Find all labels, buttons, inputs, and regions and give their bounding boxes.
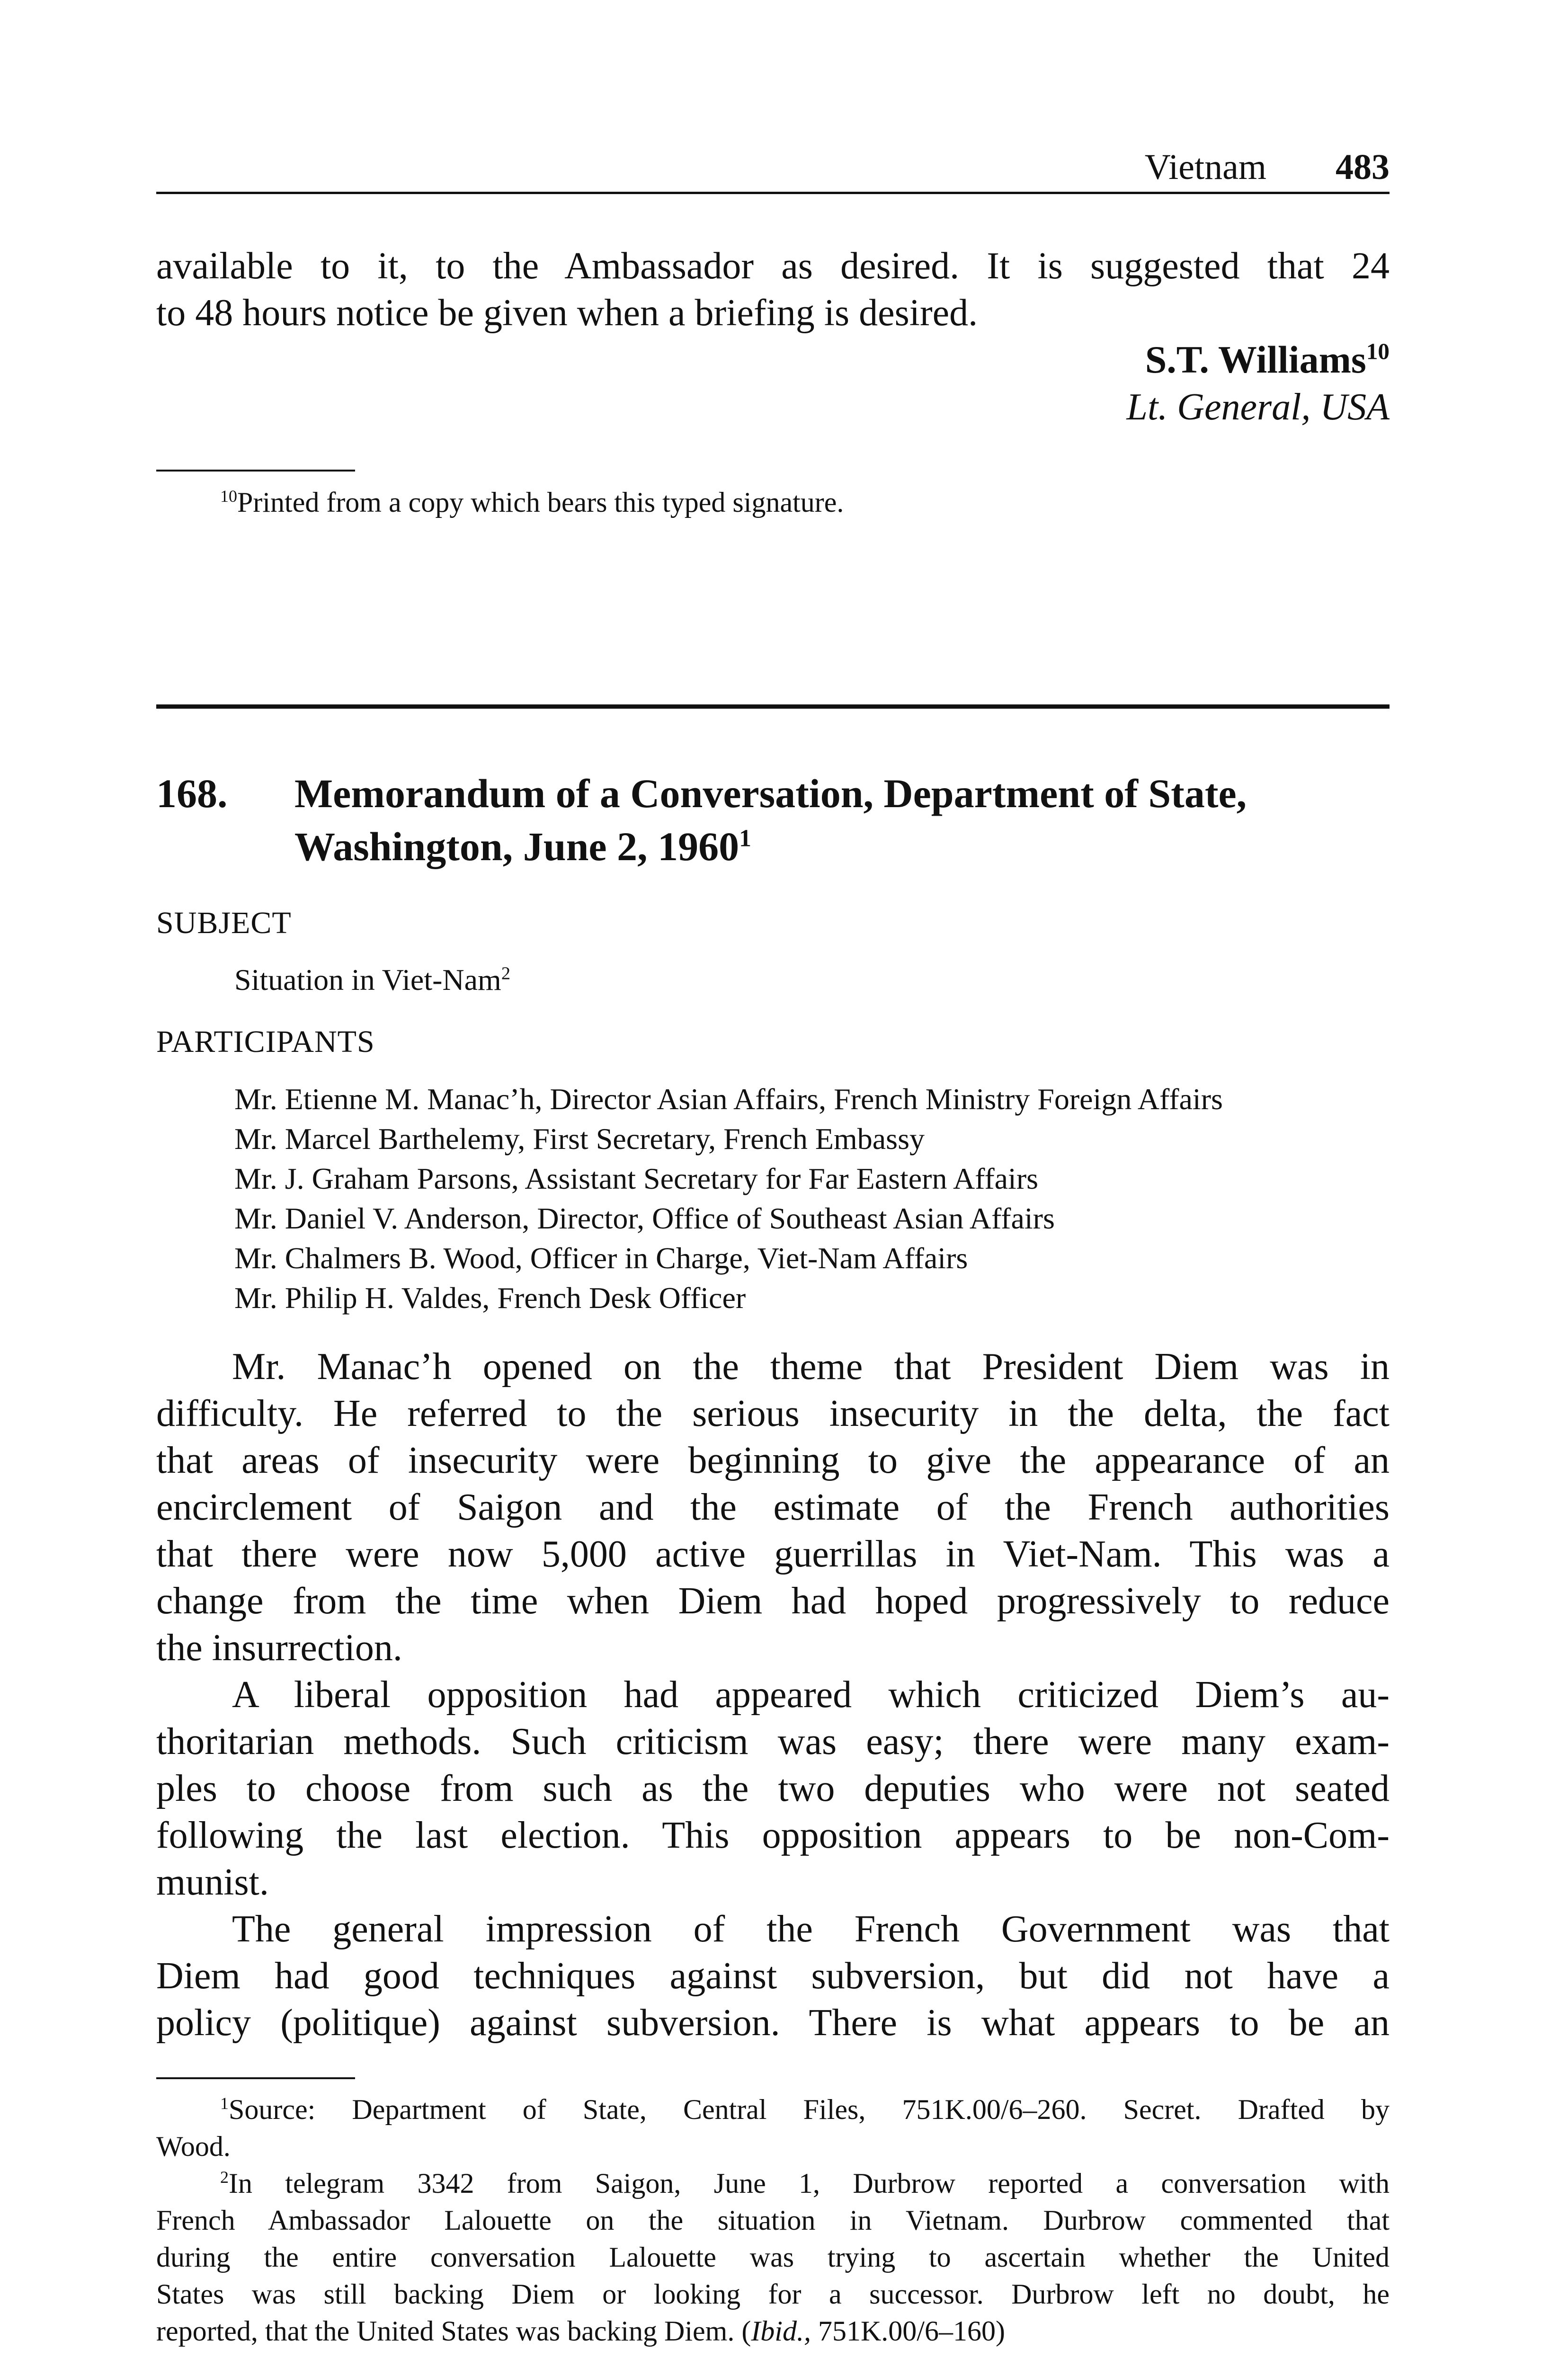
participant: Mr. Philip H. Valdes, French Desk Officer xyxy=(234,1281,746,1315)
subject-text: Situation in Viet-Nam$^2$ xyxy=(234,963,511,997)
participants-list xyxy=(234,1079,1390,1318)
footnote-marker: 1 xyxy=(220,2094,229,2113)
participant: Mr. J. Graham Parsons, Assistant Secretary for Far Eastern Affairs xyxy=(234,1162,1039,1195)
continuation-text xyxy=(156,243,1390,337)
footnote-marker: 2 xyxy=(220,2168,229,2187)
continuation-line: to 48 hours notice be given when a briefing is desired. xyxy=(156,292,978,334)
paragraph-3: The general impression of the French Government was that Diem had good techniques against subversion, but did not have a policy (politique) against subversion. There is what appears to be an xyxy=(156,1908,1390,2044)
memorandum-body xyxy=(156,1344,1390,2047)
footnote-ref-2[interactable]: 2 xyxy=(501,963,511,984)
footnote-marker: 10 xyxy=(220,487,237,506)
participant: Mr. Etienne M. Manac’h, Director Asian Affairs, French Ministry Foreign Affairs xyxy=(234,1082,1223,1116)
footnote-ref-10[interactable]: 10 xyxy=(1366,338,1390,365)
signature-title: Lt. General, USA xyxy=(1126,386,1390,428)
footnote-2: $^2$In telegram 3342 from Saigon, June 1, Durbrow reported a conversation with French Ambassador Lalouette on the situation in Vietnam. Durbrow commented that during the entire conversation Lalouette was trying to ascertain whether the United States was still backing Diem or looking for a successor. Durbrow left no doubt, he reported, that the United States was backing Diem. (Ibid., 751K.00/6–160) xyxy=(156,2168,1390,2347)
document-title: Memorandum of a Conversation, Department of State, Washington, June 2, 1960$^1$ xyxy=(294,771,1247,869)
footnote-rule xyxy=(156,2077,355,2079)
footnotes xyxy=(156,2091,1390,2349)
page-number: 483 xyxy=(1336,147,1390,187)
ibid-citation: Ibid., xyxy=(751,2315,811,2347)
footnote-ref-1[interactable]: 1 xyxy=(739,825,751,852)
document-number: 168. xyxy=(156,771,228,816)
participants-label: PARTICIPANTS xyxy=(156,1024,375,1059)
running-header xyxy=(156,147,1390,189)
subject-label: SUBJECT xyxy=(156,906,292,940)
header-rule xyxy=(156,192,1390,194)
participant: Mr. Marcel Barthelemy, First Secretary, French Embassy xyxy=(234,1122,925,1156)
document-separator xyxy=(156,704,1390,709)
participant: Mr. Chalmers B. Wood, Officer in Charge, Viet-Nam Affairs xyxy=(234,1241,968,1275)
participant: Mr. Daniel V. Anderson, Director, Office of Southeast Asian Affairs xyxy=(234,1201,1055,1235)
section-title: Vietnam xyxy=(1144,147,1266,187)
paragraph-1: Mr. Manac’h opened on the theme that President Diem was in difficulty. He referred to the serious insecurity in the delta, the fact that areas of insecurity were beginning to give the appearance of an encirclement of Saigon and the estimate of the French authorities that there were now 5,000 active guerrillas in Viet-Nam. This was a change from the time when Diem had hoped progressively to reduce the insurrection. xyxy=(156,1346,1390,1669)
footnote-rule xyxy=(156,470,355,472)
signature-block xyxy=(900,336,1390,431)
continuation-line: available to it, to the Ambassador as desired. It is suggested that 24 xyxy=(156,245,1390,287)
paragraph-2: A liberal opposition had appeared which criticized Diem’s au- thoritarian methods. Such criticism was easy; there were many exam- ples to choose from such as the two deputies who were not seated following the last election. This opposition appears to be non-Com- munist. xyxy=(156,1674,1390,1903)
footnote-1: $^1$Source: Department of State, Central Files, 751K.00/6–260. Secret. Drafted by Wood. xyxy=(156,2094,1390,2162)
signature-name: S.T. Williams$^{10}$ xyxy=(1145,338,1390,381)
footnote-10: $^{10}$Printed from a copy which bears this typed signature. xyxy=(220,487,844,518)
